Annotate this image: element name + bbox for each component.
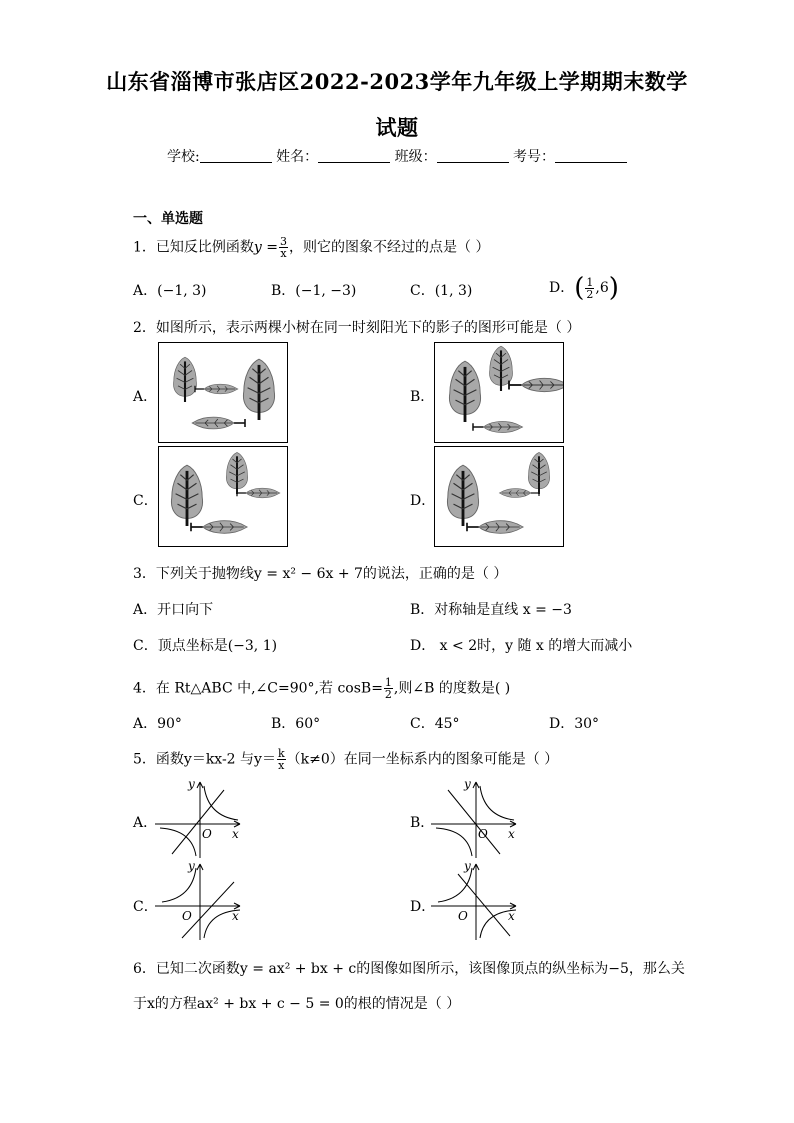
question-6-line1: 6．已知二次函数y = ax² + bx + c的图像如图所示，该图像顶点的纵坐标为−5，那么关 [133,961,685,977]
q1-suffix: ，则它的图象不经过的点是（ ） [289,239,490,256]
svg-text:y: y [464,778,471,791]
doc-title-line1: 山东省淄博市张店区2022-2023学年九年级上学期期末数学 [106,69,688,94]
svg-text:x: x [508,909,515,923]
q1-func: y = [253,239,279,256]
school-blank [200,148,272,163]
q5-label-b[interactable]: B． [410,815,435,831]
q4-option-c[interactable]: C．45° [410,716,460,732]
q4-suffix: ,则∠B 的度数是( ) [393,680,511,697]
doc-title-line2: 试题 [375,115,419,140]
q4-option-a[interactable]: A．90° [133,716,182,732]
student-info-line [0,146,794,166]
q4-option-b[interactable]: B．60° [271,716,321,732]
q5-suffix: （k≠0）在同一坐标系内的图象可能是（ ） [286,751,559,768]
svg-text:x: x [232,909,239,923]
q2-figure-d[interactable] [434,446,564,547]
q4-prefix: 4．在 Rt△ABC 中,∠C=90°,若 cosB= [133,680,383,697]
school-label: 学校: [166,149,200,165]
question-1 [133,236,489,259]
q5-label-d[interactable]: D． [410,899,436,915]
q2-label-d[interactable]: D． [410,493,436,509]
q1-den: x [280,247,287,260]
q2-figure-a[interactable] [158,342,288,443]
svg-text:O: O [182,909,192,923]
svg-text:y: y [464,860,471,873]
svg-text:y: y [188,778,195,791]
q1-option-b[interactable]: B．(−1, −3) [271,283,357,299]
section-heading: 一、单选题 [133,211,203,227]
q5-graph-c[interactable] [152,860,247,942]
q4-option-d[interactable]: D．30° [549,716,600,732]
question-5 [133,748,558,771]
svg-text:y: y [188,860,195,873]
svg-text:x: x [232,827,239,841]
q1-option-d[interactable]: D．( $\frac{1}{2}$ ,6) [549,273,619,303]
q3-option-a[interactable]: A．开口向下 [133,602,214,618]
number-blank [555,148,627,163]
name-blank [318,148,390,163]
svg-text:O: O [202,827,212,841]
svg-text:O: O [458,909,468,923]
q1-option-c[interactable]: C．(1, 3) [410,283,473,299]
q5-graph-d[interactable] [428,860,523,942]
q5-graph-b[interactable] [428,778,523,860]
q5-fraction: $\frac{k}{x}$ [277,747,285,772]
question-4 [133,677,510,700]
q1-fraction [279,236,288,259]
q2-figure-c[interactable] [158,446,288,547]
svg-text:x: x [508,827,515,841]
q1-prefix: 1．已知反比例函数 [133,239,254,256]
class-label: 班级： [394,149,437,165]
class-blank [437,148,509,163]
q2-label-a[interactable]: A． [133,389,158,405]
name-label: 姓名： [276,149,319,165]
question-6-line2: 于x的方程ax² + bx + c − 5 = 0的根的情况是（ ） [133,996,461,1012]
number-label: 考号： [513,149,556,165]
q1-option-a[interactable]: A．(−1, 3) [133,283,207,299]
q1-d-fraction: $\frac{1}{2}$ [586,275,594,301]
q4-fraction: $\frac{1}{2}$ [384,676,392,701]
q3-option-b[interactable]: B．对称轴是直线 x = −3 [410,602,572,618]
q3-option-c[interactable]: C．顶点坐标是(−3, 1) [133,638,278,654]
q5-label-a[interactable]: A． [133,815,158,831]
q5-prefix: 5．函数y＝kx-2 与y＝ [133,751,276,768]
question-3: 3．下列关于抛物线y = x² − 6x + 7的说法，正确的是（ ） [133,566,508,582]
q5-graph-a[interactable] [152,778,247,860]
question-2: 2．如图所示，表示两棵小树在同一时刻阳光下的影子的图形可能是（ ） [133,320,581,336]
svg-text:O: O [478,827,488,841]
q5-label-c[interactable]: C． [133,899,158,915]
q2-figure-b[interactable] [434,342,564,443]
q1-num: 3 [280,235,288,248]
q3-option-d[interactable]: D． x < 2时，y 随 x 的增大而减小 [410,638,633,654]
q2-label-b[interactable]: B． [410,389,435,405]
q2-label-c[interactable]: C． [133,493,158,509]
